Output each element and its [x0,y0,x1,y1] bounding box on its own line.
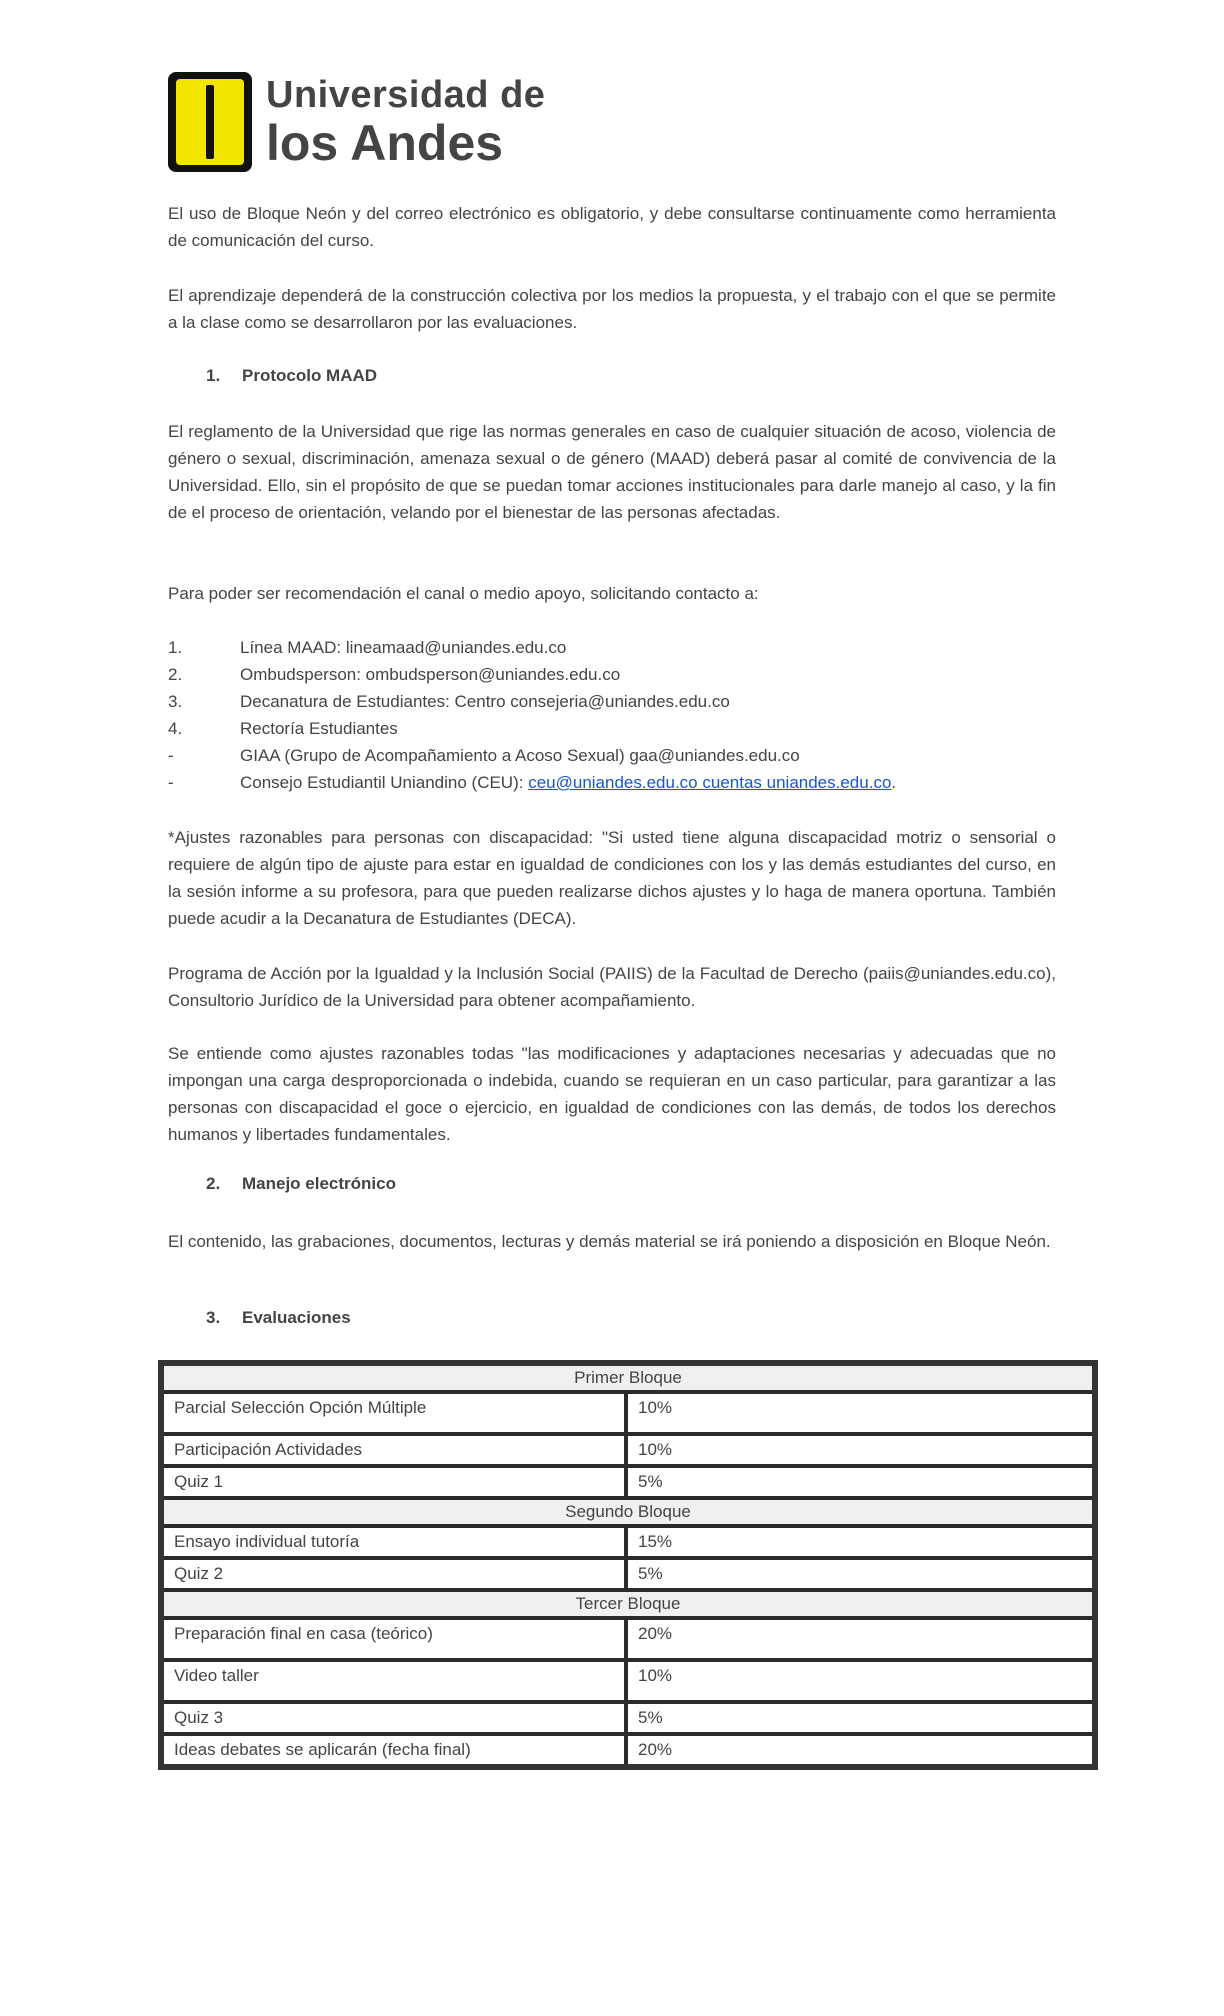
paragraph-paiis: Programa de Acción por la Igualdad y la Inclusión Social (PAIIS) de la Facultad de Derecho (paiis@uniandes.edu.co), Consultorio Jurídico de la Universidad para obtener acompañamiento. [168,964,1056,1010]
paragraph-contacto: Para poder ser recomendación el canal o medio apoyo, solicitando contacto a: [168,584,759,603]
university-seal-icon [168,72,252,172]
logo-wordmark [266,74,546,171]
list-item: 1. Línea MAAD: lineamaad@uniandes.edu.co [168,638,567,657]
heading-label: Evaluaciones [242,1308,351,1327]
heading-number: 2. [206,1174,221,1193]
list-item: 3. Decanatura de Estudiantes: Centro consejeria@uniandes.edu.co [168,692,730,711]
table-row: Quiz 1 5% [161,1466,1095,1498]
logo-line-1: Universidad de [266,74,546,116]
table-section-header: Primer Bloque [161,1363,1095,1392]
paragraph-contenido: El contenido, las grabaciones, documentos, lecturas y demás material se irá poniendo a disposición en Bloque Neón. [168,1232,1051,1251]
table-row: Quiz 3 5% [161,1702,1095,1734]
table-row: Parcial Selección Opción Múltiple 10% [161,1392,1095,1434]
paragraph-aprendizaje: El aprendizaje dependerá de la construcción colectiva por los medios la propuesta, y el trabajo con el que se permite a la clase como se desarrollaron por las evaluaciones. [168,286,1056,332]
list-item: 2. Ombudsperson: ombudsperson@uniandes.edu.co [168,665,621,684]
heading-number: 3. [206,1308,221,1327]
heading-evaluaciones [206,1308,351,1328]
table-section-header: Segundo Bloque [161,1498,1095,1526]
table-row: Quiz 2 5% [161,1558,1095,1590]
list-item: - GIAA (Grupo de Acompañamiento a Acoso Sexual) gaa@uniandes.edu.co [168,746,800,765]
paragraph-maad: El reglamento de la Universidad que rige las normas generales en caso de cualquier situación de acoso, violencia de género o sexual, discriminación, amenaza sexual o de género (MAAD) deberá pasar al comité de convivencia de la Universidad. Ello, sin el propósito de que se puedan tomar acciones institucionales para darle manejo al caso, y la fin de el proceso de orientación, velando por el bienestar de las personas afectadas. [168,422,1056,522]
heading-manejo [206,1174,396,1194]
paragraph-bloque-neon: El uso de Bloque Neón y del correo electrónico es obligatorio, y debe consultarse continuamente como herramienta de comunicación del curso. [168,204,1056,250]
table-row: Ensayo individual tutoría 15% [161,1526,1095,1558]
list-item: 4. Rectoría Estudiantes [168,719,398,738]
evaluations-table [158,1360,1098,1770]
university-logo [168,72,545,172]
heading-label: Manejo electrónico [242,1174,396,1193]
ceu-email-link[interactable]: ceu@uniandes.edu.co cuentas uniandes.edu.co [528,773,892,792]
contact-list [168,634,1056,796]
table-section-header: Tercer Bloque [161,1590,1095,1618]
table-row: Ideas debates se aplicarán (fecha final) 20% [161,1734,1095,1767]
paragraph-ajustes-razonables: Se entiende como ajustes razonables todas "las modificaciones y adaptaciones necesarias y adecuadas que no impongan una carga desproporcionada o indebida, cuando se requieran en un caso particular, para garantizar a las personas con discapacidad el goce o ejercicio, en igualdad de condiciones con las demás, de todos los derechos humanos y libertades fundamentales. [168,1044,1056,1144]
logo-line-2: los Andes [266,115,504,171]
paragraph-ajustes: *Ajustes razonables para personas con discapacidad: "Si usted tiene alguna discapacidad motriz o sensorial o requiere de algún tipo de ajuste para estar en igualdad de condiciones con los y las demás estudiantes del curso, en la sesión informe a su profesora, para que pueden realizarse dichos ajustes y lo haga de manera oportuna. También puede acudir a la Decanatura de Estudiantes (DECA). [168,828,1056,928]
table-row: Preparación final en casa (teórico) 20% [161,1618,1095,1660]
heading-number: 1. [206,366,221,385]
table-row: Participación Actividades 10% [161,1434,1095,1466]
list-item: - Consejo Estudiantil Uniandino (CEU): ceu@uniandes.edu.co cuentas uniandes.edu.co. [168,773,897,792]
heading-label: Protocolo MAAD [242,366,378,385]
heading-protocolo [206,366,377,386]
table-row: Video taller 10% [161,1660,1095,1702]
